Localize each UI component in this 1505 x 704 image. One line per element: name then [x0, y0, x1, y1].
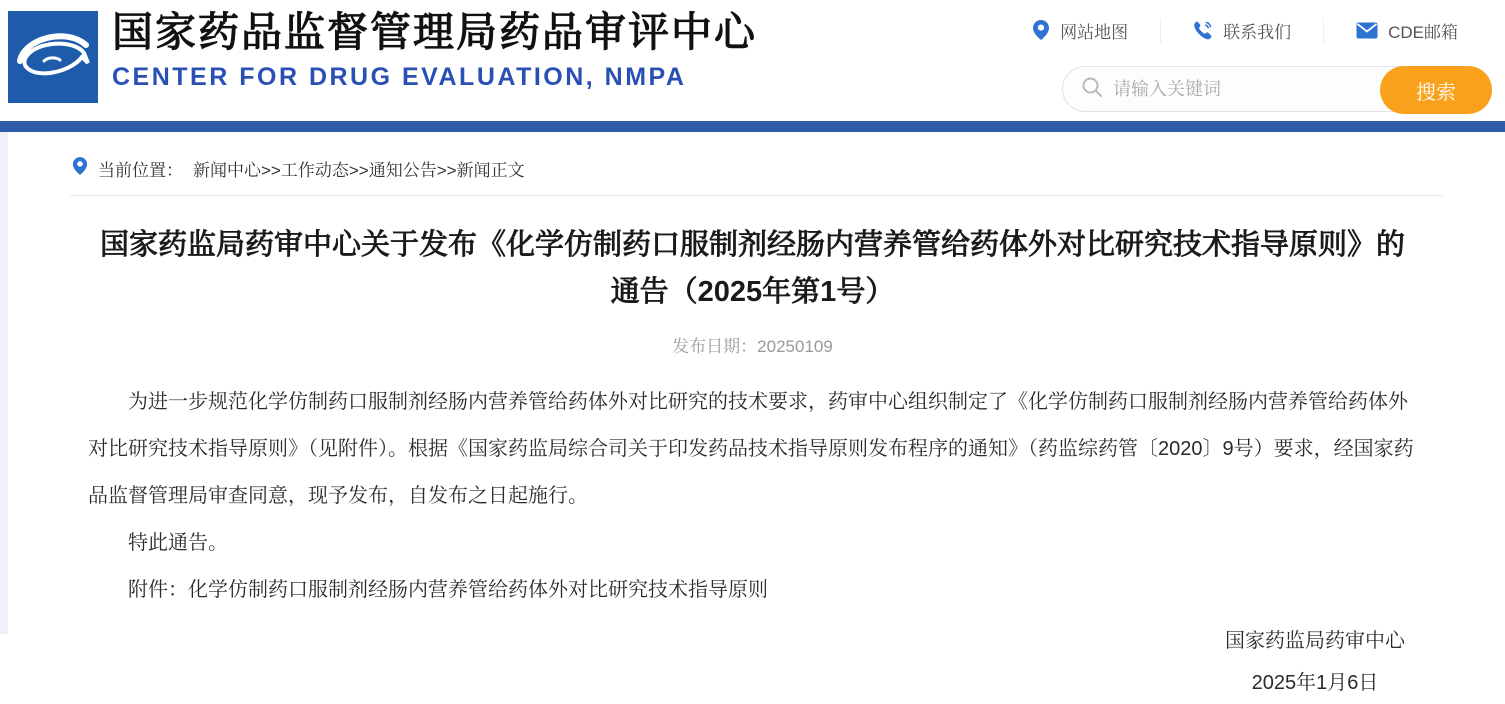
site-header: [0, 0, 1505, 121]
cde-logo-swoosh-icon: [14, 23, 92, 92]
header-accent-bar: [0, 121, 1505, 132]
cde-logo: [8, 11, 98, 103]
search-input[interactable]: [1113, 79, 1363, 100]
article-paragraph: 特此通告。: [128, 531, 228, 554]
cde-mailbox-link-label: CDE邮箱: [1388, 22, 1458, 42]
article-body: [88, 379, 1417, 614]
breadcrumb-divider: [70, 195, 1443, 196]
search-box: [1062, 66, 1492, 112]
sitemap-link-label: 网站地图: [1060, 22, 1129, 42]
brand-block: [112, 8, 757, 92]
contact-us-link-label: 联系我们: [1223, 22, 1292, 42]
breadcrumb-path[interactable]: 新闻中心>>工作动态>>通知公告>>新闻正文: [193, 161, 525, 180]
article-paragraph: 为进一步规范化学仿制药口服制剂经肠内营养管给药体外对比研究的技术要求，药审中心组织制定了《化学仿制药口服制剂经肠内营养管给药体外对比研究技术指导原则》（见附件）。根据《国家药监局综合司关于印发药品技术指导原则发布程序的通知》（药监综药管〔2020〕9号）要求，经国家药品监督管理局审查同意，现予发布，自发布之日起施行。: [88, 390, 1414, 507]
search-button[interactable]: 搜索: [1380, 66, 1492, 114]
site-title-en: CENTER FOR DRUG EVALUATION, NMPA: [112, 63, 687, 92]
signature-date: 2025年1月6日: [1251, 671, 1379, 694]
signature-org: 国家药监局药审中心: [1225, 629, 1405, 652]
location-pin-icon: [1032, 19, 1050, 41]
search-icon: [1081, 76, 1103, 103]
contact-us-link[interactable]: [1160, 18, 1323, 43]
breadcrumb: [0, 132, 1505, 195]
breadcrumb-pin-icon: [72, 156, 88, 181]
article-page: [0, 132, 1505, 694]
phone-icon: [1193, 20, 1213, 40]
signature-block: [0, 620, 1405, 704]
site-title-cn: 国家药品监督管理局药品审评中心: [112, 9, 757, 55]
breadcrumb-label: 当前位置：: [98, 161, 183, 180]
publish-date: 发布日期：20250109: [672, 336, 833, 356]
article-title: 国家药监局药审中心关于发布《化学仿制药口服制剂经肠内营养管给药体外对比研究技术指导原则》的通告（2025年第1号）: [99, 229, 1405, 308]
header-utility-links: [1000, 14, 1490, 46]
sitemap-link[interactable]: [1000, 18, 1160, 43]
page-left-gutter: [0, 132, 8, 634]
cde-mailbox-link[interactable]: [1323, 18, 1490, 43]
mail-icon: [1356, 22, 1378, 39]
search-area: [1062, 66, 1492, 112]
attachment-line: 附件：化学仿制药口服制剂经肠内营养管给药体外对比研究技术指导原则: [128, 578, 768, 601]
